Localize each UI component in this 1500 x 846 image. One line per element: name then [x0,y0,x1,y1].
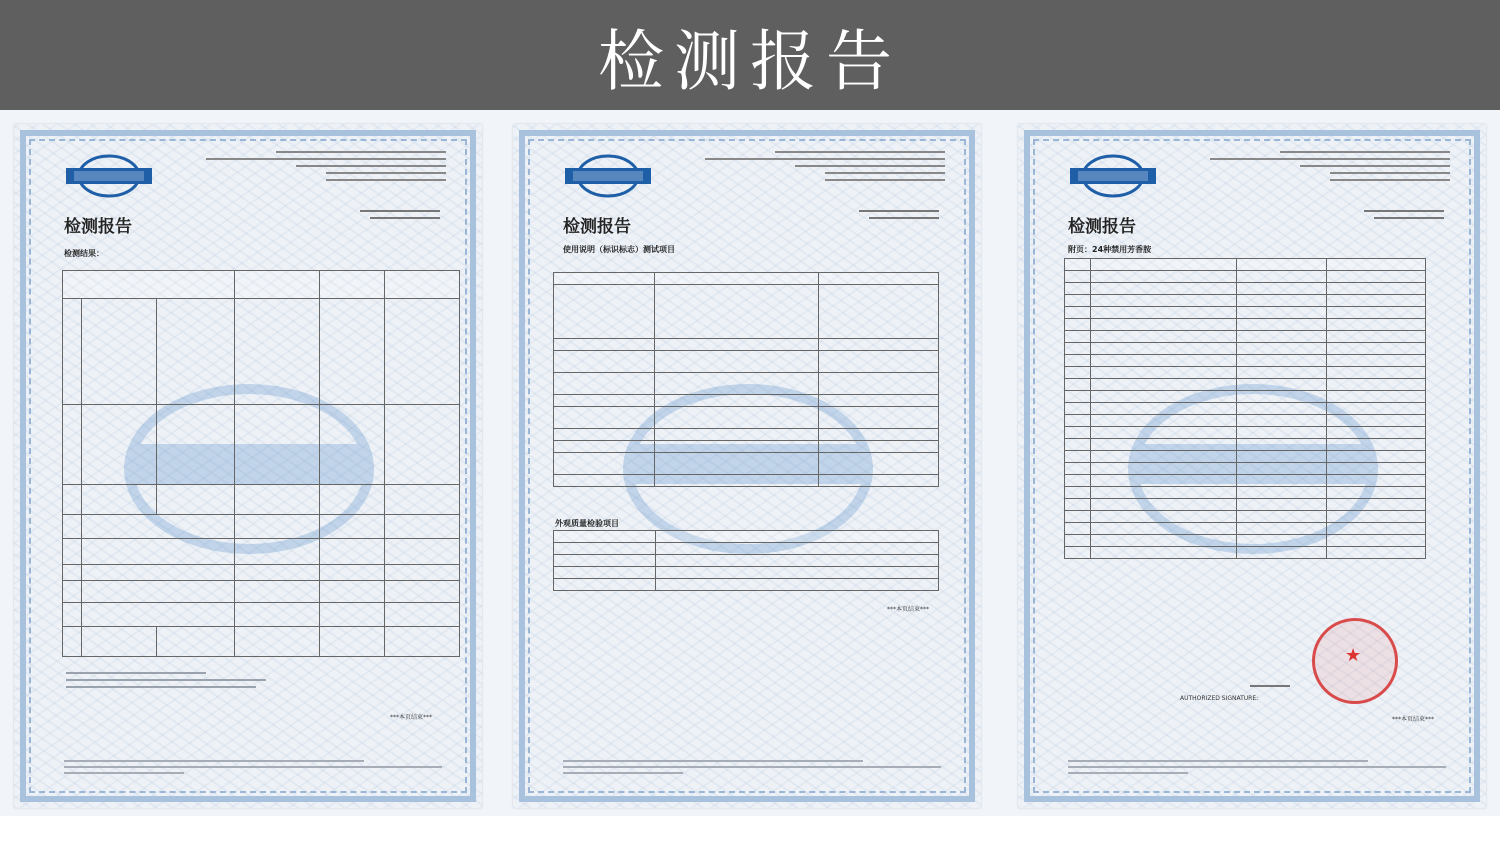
signature-label: AUTHORIZED SIGNATURE: [1180,695,1259,702]
appearance-table [553,530,939,591]
footnotes [66,672,266,693]
banner-title: 检测报告 [598,22,902,100]
aromatic-amines-table [1064,258,1426,559]
report-number [360,210,440,219]
results-table [62,270,460,657]
report-footer [563,760,941,778]
report-number [859,210,939,219]
end-of-page-mark: ***本页结束*** [886,606,929,613]
authorized-signature [1180,680,1290,705]
appearance-test-heading: 外观质量检验项目 [555,519,619,528]
seal-star-icon: ★ [1345,645,1362,666]
report-footer [64,760,442,778]
report-title: 检测报告 [563,217,631,237]
labeling-test-heading: 使用说明（标识标志）测试项目 [563,245,675,254]
end-of-page-mark: ***本页结束*** [1391,716,1434,723]
labeling-table [553,272,939,487]
report-title: 检测报告 [64,217,132,237]
report-title: 检测报告 [1068,217,1136,237]
report-page-3 [1018,124,1486,808]
zaiq-logo [1068,152,1158,200]
report-page-1 [14,124,482,808]
zaiq-logo [563,152,653,200]
zaiq-logo [64,152,154,200]
report-page-2 [513,124,981,808]
institute-info [1190,148,1450,186]
institute-info [685,148,945,186]
reports-gallery [0,110,1500,816]
aromatic-amines-heading: 附页：24种禁用芳香胺 [1068,245,1152,254]
results-heading: 检测结果： [64,249,104,258]
page-banner [0,0,1500,110]
report-number [1364,210,1444,219]
institute-info [186,148,446,186]
end-of-page-mark: ***本页结束*** [389,714,432,721]
official-seal-stamp [1312,618,1398,704]
report-footer [1068,760,1446,778]
